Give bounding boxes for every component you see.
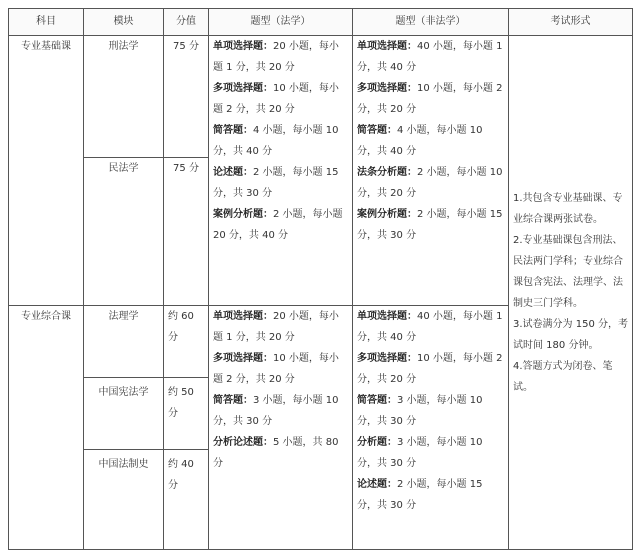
question-item: 单项选择题：20 小题，每小题 1 分，共 20 分 bbox=[213, 311, 339, 343]
score-jurisprudence: 约 60 分 bbox=[164, 306, 209, 378]
law-question-types-comprehensive bbox=[209, 306, 353, 550]
header-module: 模块 bbox=[84, 9, 164, 36]
question-item: 单项选择题：40 小题，每小题 1 分，共 40 分 bbox=[357, 41, 503, 73]
subject-comprehensive-course: 专业综合课 bbox=[9, 306, 84, 550]
score-criminal-law: 75 分 bbox=[164, 36, 209, 158]
question-item: 分析题：3 小题，每小题 10 分，共 30 分 bbox=[357, 437, 483, 469]
exam-form-note: 4.答题方式为闭卷、笔试。 bbox=[513, 360, 613, 393]
score-legal-history: 约 40 分 bbox=[164, 450, 209, 550]
exam-form-note: 2.专业基础课包含刑法、民法两门学科；专业综合课包含宪法、法理学、法制史三门学科。 bbox=[513, 234, 623, 309]
question-item: 单项选择题：40 小题，每小题 1 分，共 40 分 bbox=[357, 311, 503, 343]
nonlaw-question-types-comprehensive bbox=[353, 306, 509, 550]
question-item: 多项选择题：10 小题，每小题 2 分，共 20 分 bbox=[213, 83, 339, 115]
header-subject: 科目 bbox=[9, 9, 84, 36]
question-item: 分析论述题：5 小题，共 80 分 bbox=[213, 437, 339, 469]
question-item: 多项选择题：10 小题，每小题 2 分，共 20 分 bbox=[357, 83, 503, 115]
question-item: 简答题：3 小题，每小题 10 分，共 30 分 bbox=[357, 395, 483, 427]
question-item: 案例分析题：2 小题，每小题 15 分，共 30 分 bbox=[357, 209, 503, 241]
subject-basic-course: 专业基础课 bbox=[9, 36, 84, 306]
header-exam-form: 考试形式 bbox=[509, 9, 633, 36]
question-item: 案例分析题：2 小题，每小题 20 分，共 40 分 bbox=[213, 209, 343, 241]
question-item: 多项选择题：10 小题，每小题 2 分，共 20 分 bbox=[213, 353, 339, 385]
header-type-law: 题型（法学） bbox=[209, 9, 353, 36]
question-item: 简答题：4 小题，每小题 10 分，共 40 分 bbox=[213, 125, 339, 157]
law-question-types-basic bbox=[209, 36, 353, 306]
exam-form-note: 3.试卷满分为 150 分，考试时间 180 分钟。 bbox=[513, 318, 628, 351]
nonlaw-question-types-basic bbox=[353, 36, 509, 306]
exam-form-notes bbox=[509, 36, 633, 550]
header-row bbox=[9, 9, 633, 36]
question-item: 论述题：2 小题，每小题 15 分，共 30 分 bbox=[357, 479, 483, 511]
exam-form-note: 1.共包含专业基础课、专业综合课两张试卷。 bbox=[513, 192, 623, 225]
question-item: 法条分析题：2 小题，每小题 10 分，共 20 分 bbox=[357, 167, 503, 199]
module-legal-history: 中国法制史 bbox=[84, 450, 164, 550]
exam-structure-table bbox=[8, 8, 633, 550]
question-item: 多项选择题：10 小题，每小题 2 分，共 20 分 bbox=[357, 353, 503, 385]
score-constitutional-law: 约 50 分 bbox=[164, 378, 209, 450]
question-item: 单项选择题：20 小题，每小题 1 分，共 20 分 bbox=[213, 41, 339, 73]
header-type-nonlaw: 题型（非法学） bbox=[353, 9, 509, 36]
module-criminal-law: 刑法学 bbox=[84, 36, 164, 158]
question-item: 简答题：3 小题，每小题 10 分，共 30 分 bbox=[213, 395, 339, 427]
question-item: 简答题：4 小题，每小题 10 分，共 40 分 bbox=[357, 125, 483, 157]
module-civil-law: 民法学 bbox=[84, 158, 164, 306]
header-score: 分值 bbox=[164, 9, 209, 36]
score-civil-law: 75 分 bbox=[164, 158, 209, 306]
question-item: 论述题：2 小题，每小题 15 分，共 30 分 bbox=[213, 167, 339, 199]
module-jurisprudence: 法理学 bbox=[84, 306, 164, 378]
module-constitutional-law: 中国宪法学 bbox=[84, 378, 164, 450]
table-row bbox=[9, 36, 633, 158]
